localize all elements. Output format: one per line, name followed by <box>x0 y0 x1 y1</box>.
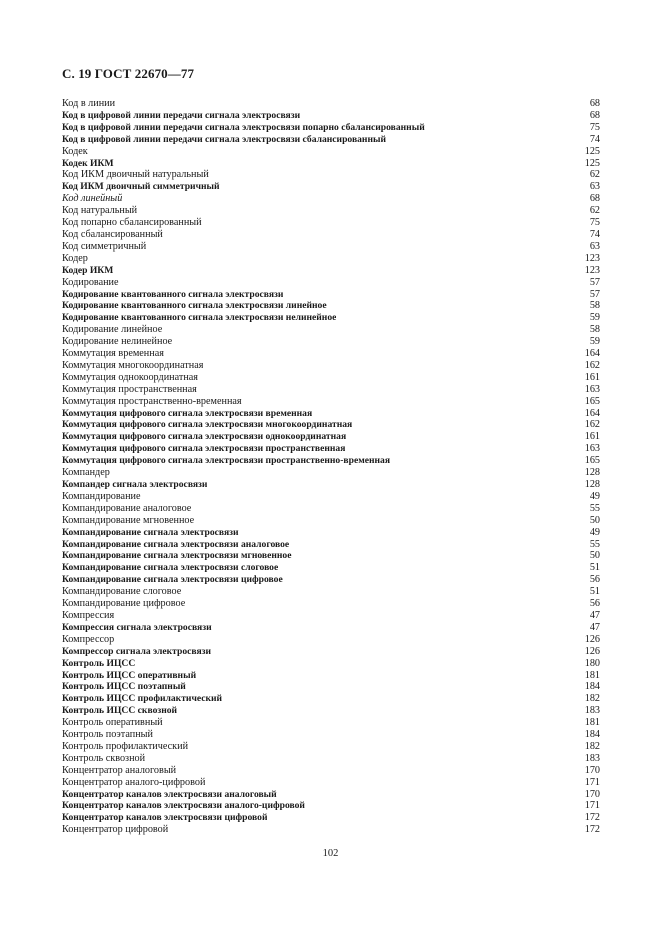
index-page-number: 50 <box>589 514 600 526</box>
page-number: 102 <box>322 848 339 859</box>
index-entry <box>62 265 600 277</box>
index-entry <box>62 253 600 265</box>
index-entry <box>62 384 600 396</box>
index-page-number: 49 <box>589 526 600 538</box>
index-entry <box>62 515 600 527</box>
index-entry <box>62 705 600 717</box>
index-page-number: 56 <box>589 574 600 586</box>
index-page-number: 74 <box>589 133 600 145</box>
index-entry <box>62 539 600 551</box>
index-term: Контроль ИЦСС <box>62 657 136 669</box>
index-page-number: 128 <box>584 479 600 490</box>
index-page-number: 164 <box>584 348 600 360</box>
index-page-number: 162 <box>584 419 600 431</box>
index-term: Код ИКМ двоичный натуральный <box>62 169 209 181</box>
index-entry <box>62 300 600 312</box>
index-term: Коммутация цифрового сигнала электросвязи временная <box>62 407 313 419</box>
index-entry <box>62 765 600 777</box>
index-entry <box>62 824 600 836</box>
index-term: Коммутация цифрового сигнала электросвязи многокоординатная <box>62 419 353 431</box>
index-entry <box>62 360 600 372</box>
index-page-number: 182 <box>584 693 600 705</box>
index-page-number: 58 <box>589 300 600 312</box>
index-page-number: 68 <box>589 193 600 205</box>
index-page-number: 165 <box>584 455 600 467</box>
index-term: Кодек <box>62 145 88 157</box>
index-entry <box>62 479 600 491</box>
index-term: Контроль оперативный <box>62 717 163 729</box>
index-term: Контроль ИЦСС сквозной <box>62 705 178 717</box>
index-term: Компрессия <box>62 609 115 621</box>
index-term: Коммутация однокоординатная <box>62 371 198 383</box>
index-term: Контроль профилактический <box>62 740 189 752</box>
index-entry <box>62 527 600 539</box>
index-term: Кодер ИКМ <box>62 264 114 276</box>
index-term: Код линейный <box>62 193 123 205</box>
index-entry <box>62 634 600 646</box>
index-term: Кодирование квантованного сигнала электросвязи линейное <box>62 300 327 312</box>
index-page-number: 57 <box>589 276 600 288</box>
index-page-number: 62 <box>589 169 600 181</box>
index-page-number: 171 <box>584 800 600 812</box>
index-entry <box>62 562 600 574</box>
index-term: Компандирование сигнала электросвязи аналоговое <box>62 538 290 550</box>
index-entry <box>62 134 600 146</box>
index-term: Кодер <box>62 252 88 264</box>
index-page-number: 74 <box>589 228 600 240</box>
index-page-number: 172 <box>584 824 600 836</box>
index-term: Концентратор каналов электросвязи цифровой <box>62 812 268 824</box>
index-term: Контроль ИЦСС оперативный <box>62 669 197 681</box>
index-term: Кодирование квантованного сигнала электросвязи нелинейное <box>62 312 337 324</box>
index-page-number: 50 <box>589 550 600 562</box>
index-entry <box>62 610 600 622</box>
index-page-number: 49 <box>589 490 600 502</box>
index-entry <box>62 336 600 348</box>
index-entry <box>62 455 600 467</box>
index-term: Компрессия сигнала электросвязи <box>62 621 212 633</box>
index-term: Код в цифровой линии передачи сигнала электросвязи <box>62 109 301 121</box>
index-page-number: 162 <box>584 359 600 371</box>
index-entry <box>62 598 600 610</box>
page-header: С. 19 ГОСТ 22670—77 <box>62 66 195 81</box>
index-entry <box>62 717 600 729</box>
index-term: Код попарно сбалансированный <box>62 217 202 229</box>
index-entry <box>62 396 600 408</box>
index-term: Компандирование аналоговое <box>62 502 192 514</box>
index-page-number: 47 <box>589 609 600 621</box>
index-term: Компандирование сигнала электросвязи <box>62 526 239 538</box>
index-page-number: 164 <box>584 407 600 419</box>
index-term: Коммутация многокоординатная <box>62 359 204 371</box>
index-entry <box>62 658 600 670</box>
index-entry <box>62 681 600 693</box>
index-term: Компандирование мгновенное <box>62 514 195 526</box>
index-entry <box>62 789 600 801</box>
index-entry <box>62 431 600 443</box>
index-term: Контроль поэтапный <box>62 729 153 741</box>
index-page-number: 172 <box>584 812 600 824</box>
index-term: Код в линии <box>62 98 116 109</box>
index-entry <box>62 741 600 753</box>
index-entry <box>62 812 600 824</box>
index-entry <box>62 169 600 181</box>
index-term: Код ИКМ двоичный симметричный <box>62 181 220 193</box>
index-page-number: 125 <box>584 157 600 169</box>
index-entry <box>62 800 600 812</box>
index-entry <box>62 777 600 789</box>
index-entry <box>62 205 600 217</box>
index-entry <box>62 693 600 705</box>
index-page-number: 58 <box>589 324 600 336</box>
index-term: Коммутация пространственно-временная <box>62 395 242 407</box>
index-term: Компандирование сигнала электросвязи мгновенное <box>62 550 292 562</box>
index-page-number: 55 <box>589 502 600 514</box>
index-entry <box>62 586 600 598</box>
index-entry <box>62 729 600 741</box>
index-page-number: 171 <box>584 776 600 788</box>
index-page-number: 180 <box>584 657 600 669</box>
index-page-number: 68 <box>589 98 600 109</box>
index-entry <box>62 646 600 658</box>
index-term: Кодирование линейное <box>62 324 163 336</box>
index-page-number: 59 <box>589 312 600 324</box>
index-term: Концентратор аналоговый <box>62 764 177 776</box>
index-entry <box>62 324 600 336</box>
index-entry <box>62 98 600 110</box>
index-entry <box>62 229 600 241</box>
index-page-number: 47 <box>589 621 600 633</box>
index-page-number: 126 <box>584 645 600 657</box>
index-entry <box>62 503 600 515</box>
index-entry <box>62 193 600 205</box>
index-page-number: 184 <box>584 729 600 741</box>
term-index <box>62 98 600 836</box>
index-entry <box>62 289 600 301</box>
index-entry <box>62 550 600 562</box>
index-page-number: 161 <box>584 431 600 443</box>
index-page-number: 59 <box>589 336 600 348</box>
index-page-number: 184 <box>584 681 600 693</box>
index-page-number: 56 <box>589 598 600 610</box>
index-term: Компандирование сигнала электросвязи цифровое <box>62 574 283 586</box>
index-entry <box>62 217 600 229</box>
index-page-number: 51 <box>589 586 600 598</box>
index-page-number: 62 <box>589 205 600 217</box>
index-term: Компандирование цифровое <box>62 598 186 610</box>
index-entry <box>62 241 600 253</box>
index-page-number: 183 <box>584 752 600 764</box>
index-page-number: 126 <box>584 633 600 645</box>
index-page-number: 123 <box>584 252 600 264</box>
index-term: Коммутация цифрового сигнала электросвязи однокоординатная <box>62 431 347 443</box>
index-page-number: 165 <box>584 395 600 407</box>
index-entry <box>62 277 600 289</box>
index-entry <box>62 110 600 122</box>
index-term: Контроль ИЦСС профилактический <box>62 693 223 705</box>
index-term: Компандер сигнала электросвязи <box>62 479 208 490</box>
index-page-number: 182 <box>584 740 600 752</box>
index-term: Код в цифровой линии передачи сигнала электросвязи сбалансированный <box>62 133 387 145</box>
index-term: Компандирование <box>62 490 141 502</box>
index-page-number: 123 <box>584 264 600 276</box>
index-page-number: 63 <box>589 181 600 193</box>
index-entry <box>62 408 600 420</box>
index-page-number: 163 <box>584 383 600 395</box>
index-term: Кодирование квантованного сигнала электросвязи <box>62 288 284 300</box>
index-term: Компандирование сигнала электросвязи слоговое <box>62 562 279 574</box>
index-page-number: 63 <box>589 240 600 252</box>
index-page-number: 181 <box>584 669 600 681</box>
index-term: Коммутация цифрового сигнала электросвязи пространственно-временная <box>62 455 391 467</box>
index-term: Коммутация пространственная <box>62 383 197 395</box>
index-page-number: 170 <box>584 764 600 776</box>
index-term: Код натуральный <box>62 205 138 217</box>
index-entry <box>62 372 600 384</box>
index-page-number: 125 <box>584 145 600 157</box>
index-entry <box>62 574 600 586</box>
index-entry <box>62 122 600 134</box>
index-page-number: 57 <box>589 288 600 300</box>
index-page-number: 128 <box>584 467 600 479</box>
index-term: Кодирование нелинейное <box>62 336 173 348</box>
index-entry <box>62 467 600 479</box>
index-term: Коммутация временная <box>62 348 164 360</box>
index-term: Компандер <box>62 467 110 479</box>
index-term: Код в цифровой линии передачи сигнала электросвязи попарно сбалансированный <box>62 121 425 133</box>
index-page-number: 68 <box>589 109 600 121</box>
index-entry <box>62 443 600 455</box>
index-term: Концентратор каналов электросвязи аналоговый <box>62 788 277 800</box>
index-page-number: 51 <box>589 562 600 574</box>
index-term: Кодек ИКМ <box>62 157 114 169</box>
index-term: Компрессор <box>62 633 115 645</box>
index-term: Компандирование слоговое <box>62 586 182 598</box>
index-term: Коммутация цифрового сигнала электросвязи пространственная <box>62 443 346 455</box>
index-entry <box>62 312 600 324</box>
index-page-number: 163 <box>584 443 600 455</box>
index-term: Концентратор каналов электросвязи аналого-цифровой <box>62 800 305 812</box>
index-term: Контроль сквозной <box>62 752 146 764</box>
index-entry <box>62 158 600 170</box>
index-term: Кодирование <box>62 276 119 288</box>
index-page-number: 55 <box>589 538 600 550</box>
index-entry <box>62 181 600 193</box>
index-entry <box>62 146 600 158</box>
index-entry <box>62 348 600 360</box>
index-term: Контроль ИЦСС поэтапный <box>62 681 186 693</box>
index-term: Код сбалансированный <box>62 228 163 240</box>
index-page-number: 181 <box>584 717 600 729</box>
index-term: Концентратор цифровой <box>62 824 169 836</box>
index-entry <box>62 419 600 431</box>
index-term: Компрессор сигнала электросвязи <box>62 645 212 657</box>
index-page-number: 161 <box>584 371 600 383</box>
index-term: Код симметричный <box>62 240 147 252</box>
index-page-number: 170 <box>584 788 600 800</box>
index-page-number: 75 <box>589 217 600 229</box>
index-entry <box>62 670 600 682</box>
index-page-number: 75 <box>589 121 600 133</box>
index-page-number: 183 <box>584 705 600 717</box>
index-term: Концентратор аналого-цифровой <box>62 776 206 788</box>
index-entry <box>62 491 600 503</box>
index-entry <box>62 753 600 765</box>
index-entry <box>62 622 600 634</box>
